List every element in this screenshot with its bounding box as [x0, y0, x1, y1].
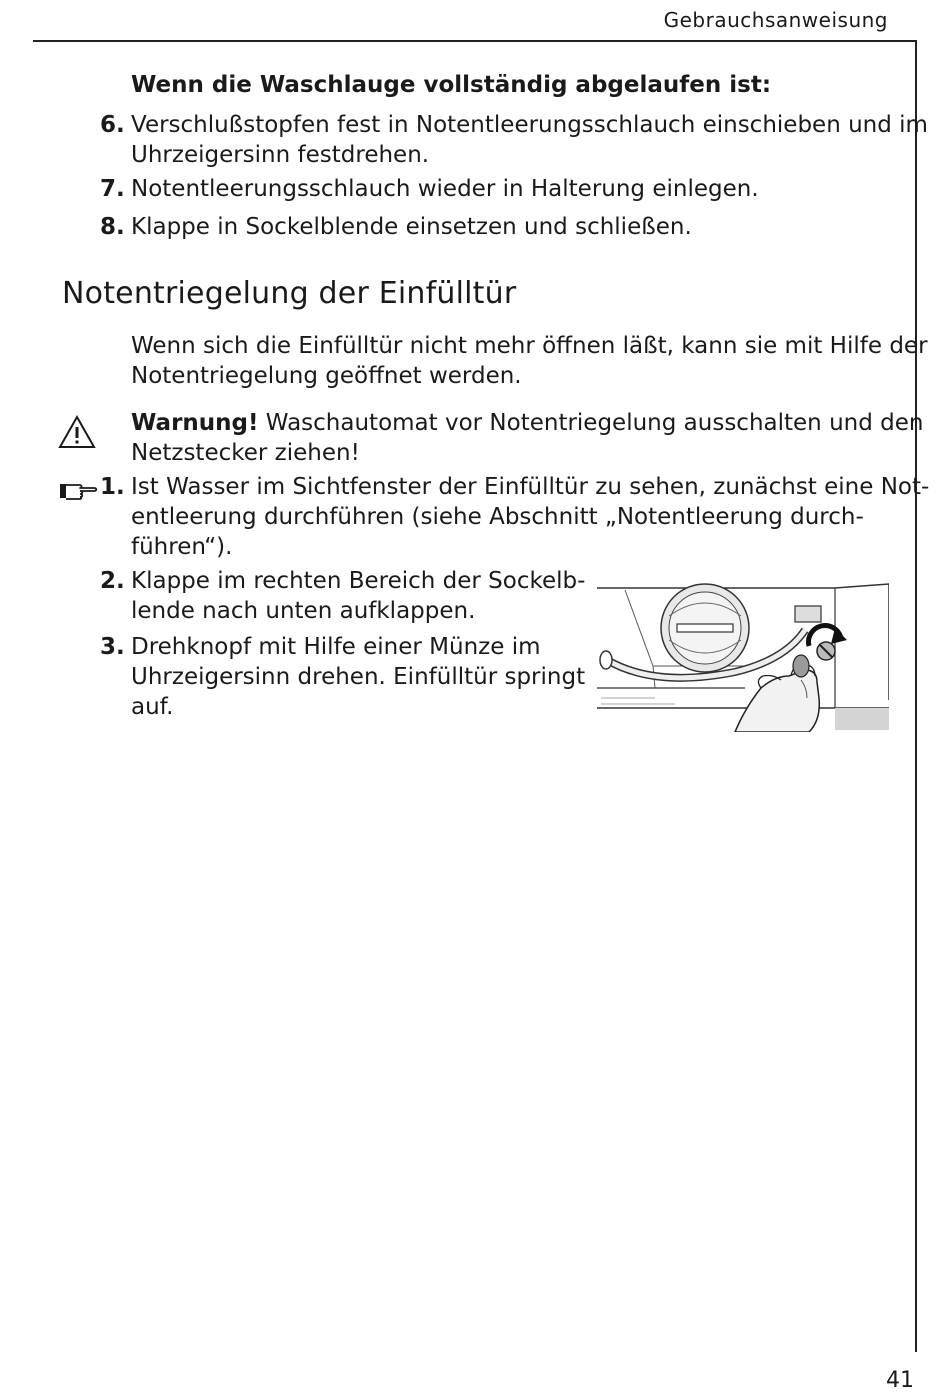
step-text-line1: Verschlußstopfen fest in Notentleerungsschlauch einschieben und im [131, 112, 928, 138]
step-text-line3: führen“). [131, 534, 233, 560]
step-text-line1: Notentleerungsschlauch wieder in Halterung einlegen. [131, 176, 759, 202]
subheading-drain-complete: Wenn die Waschlauge vollständig abgelaufen ist: [131, 72, 772, 98]
pointing-hand-icon [58, 478, 98, 502]
step-number: 8. [100, 214, 125, 240]
intro-line1: Wenn sich die Einfülltür nicht mehr öffnen läßt, kann sie mit Hilfe der [131, 333, 928, 359]
warning-triangle-icon [58, 414, 96, 450]
step-text-line2: Uhrzeigersinn drehen. Einfülltür springt [131, 664, 586, 690]
step-text-line1: Klappe in Sockelblende einsetzen und schließen. [131, 214, 692, 240]
warning-label: Warnung! [131, 410, 259, 436]
warning-line2: Netzstecker ziehen! [131, 440, 360, 466]
step-text-line2: lende nach unten aufklappen. [131, 598, 476, 624]
step-text-line3: auf. [131, 694, 174, 720]
step-text-line1: Drehknopf mit Hilfe einer Münze im [131, 634, 541, 660]
right-margin-rule [915, 40, 917, 1352]
step-number: 7. [100, 176, 125, 202]
step-text-line2: Uhrzeigersinn festdrehen. [131, 142, 430, 168]
intro-line2: Notentriegelung geöffnet werden. [131, 363, 522, 389]
step-number: 6. [100, 112, 125, 138]
step-number: 3. [100, 634, 125, 660]
page-number: 41 [886, 1368, 914, 1393]
warning-text: Waschautomat vor Notentriegelung ausschalten und den [258, 410, 924, 436]
emergency-release-illustration [595, 580, 889, 732]
warning-line1 [131, 408, 923, 438]
header-rule [33, 40, 917, 42]
step-number: 2. [100, 568, 125, 594]
step-number: 1. [100, 474, 125, 500]
running-header: Gebrauchsanweisung [663, 8, 888, 32]
section-heading: Notentriegelung der Einfülltür [62, 276, 517, 311]
step-text-line1: Klappe im rechten Bereich der Sockelb- [131, 568, 586, 594]
step-text-line2: entleerung durchführen (siehe Abschnitt „Notentleerung durch- [131, 504, 864, 530]
step-text-line1: Ist Wasser im Sichtfenster der Einfülltür zu sehen, zunächst eine Not- [131, 474, 930, 500]
